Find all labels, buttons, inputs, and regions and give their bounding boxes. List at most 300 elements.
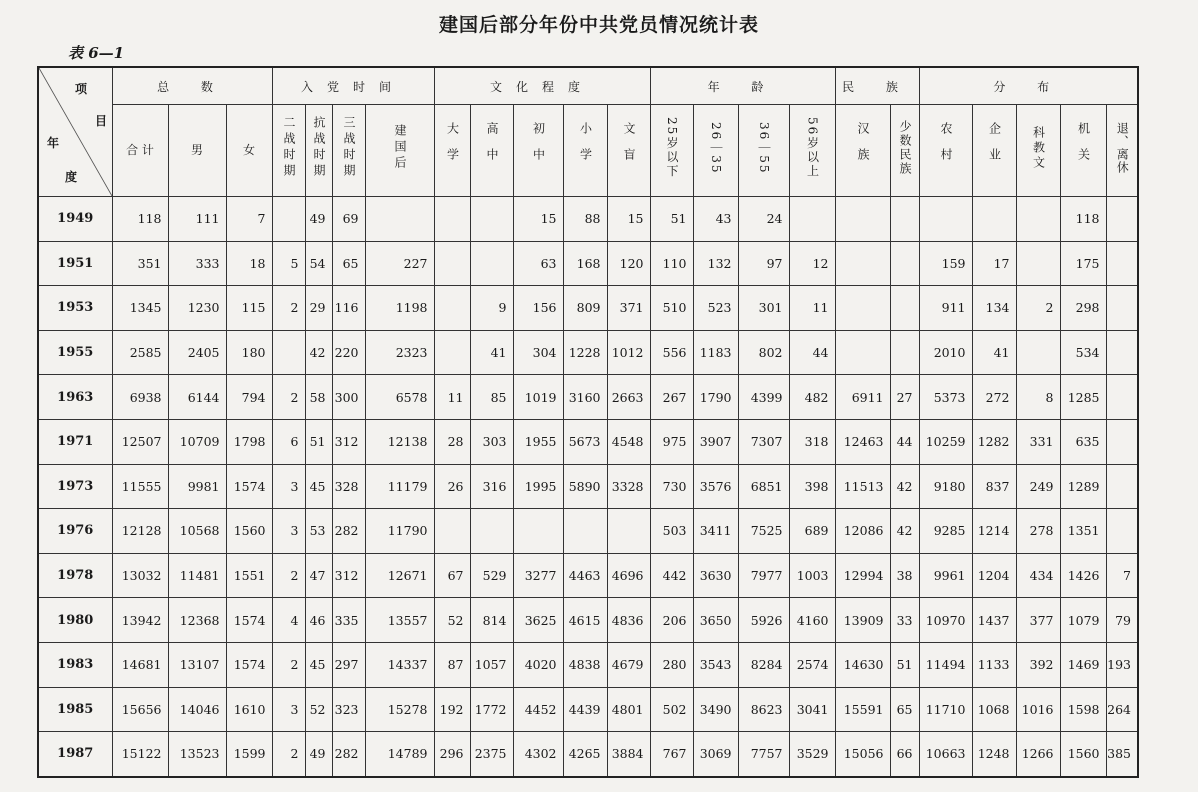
table-cell xyxy=(1106,330,1138,375)
table-cell xyxy=(835,286,890,331)
table-cell: 1574 xyxy=(226,598,272,643)
table-cell: 689 xyxy=(789,509,835,554)
table-cell: 3277 xyxy=(513,553,563,598)
table-cell: 837 xyxy=(972,464,1016,509)
table-cell: 1204 xyxy=(972,553,1016,598)
subheader: 汉族 xyxy=(835,105,890,197)
table-cell: 97 xyxy=(738,241,789,286)
group-education: 文化程度 xyxy=(434,67,650,105)
table-cell: 10259 xyxy=(919,419,972,464)
table-cell: 1068 xyxy=(972,687,1016,732)
table-cell: 635 xyxy=(1060,419,1106,464)
table-cell: 11481 xyxy=(168,553,226,598)
table-cell: 206 xyxy=(650,598,693,643)
table-cell xyxy=(513,509,563,554)
table-cell: 1228 xyxy=(563,330,607,375)
table-cell: 1230 xyxy=(168,286,226,331)
table-row xyxy=(38,241,1138,286)
table-cell: 442 xyxy=(650,553,693,598)
table-cell: 2 xyxy=(272,375,305,420)
table-row xyxy=(38,642,1138,687)
table-cell: 1772 xyxy=(470,687,513,732)
table-cell: 316 xyxy=(470,464,513,509)
table-cell: 12138 xyxy=(365,419,434,464)
table-cell: 115 xyxy=(226,286,272,331)
table-cell: 15056 xyxy=(835,732,890,777)
table-cell: 523 xyxy=(693,286,738,331)
subheader: 建国后 xyxy=(365,105,434,197)
table-cell xyxy=(1106,419,1138,464)
table-cell xyxy=(470,241,513,286)
table-cell: 1955 xyxy=(513,419,563,464)
table-cell: 6 xyxy=(272,419,305,464)
table-cell: 4801 xyxy=(607,687,650,732)
table-cell: 175 xyxy=(1060,241,1106,286)
table-cell: 911 xyxy=(919,286,972,331)
table-cell: 3069 xyxy=(693,732,738,777)
table-row xyxy=(38,330,1138,375)
table-cell: 1345 xyxy=(112,286,168,331)
table-cell: 41 xyxy=(470,330,513,375)
table-cell: 2 xyxy=(1016,286,1060,331)
subheader: 男 xyxy=(168,105,226,197)
table-cell: 45 xyxy=(305,464,332,509)
table-cell xyxy=(890,197,919,242)
table-cell: 49 xyxy=(305,197,332,242)
table-cell: 1469 xyxy=(1060,642,1106,687)
table-cell: 3 xyxy=(272,687,305,732)
table-cell: 12463 xyxy=(835,419,890,464)
table-cell: 69 xyxy=(332,197,365,242)
row-year: 1980 xyxy=(38,598,112,643)
table-cell: 730 xyxy=(650,464,693,509)
subheader: 三战时期 xyxy=(332,105,365,197)
table-cell: 2663 xyxy=(607,375,650,420)
table-row xyxy=(38,286,1138,331)
table-cell: 331 xyxy=(1016,419,1060,464)
row-year: 1978 xyxy=(38,553,112,598)
table-cell xyxy=(919,197,972,242)
table-cell xyxy=(470,509,513,554)
row-year: 1971 xyxy=(38,419,112,464)
table-cell: 282 xyxy=(332,509,365,554)
table-cell: 192 xyxy=(434,687,470,732)
table-cell: 809 xyxy=(563,286,607,331)
statistics-table xyxy=(37,66,1139,778)
table-cell xyxy=(272,197,305,242)
table-cell: 333 xyxy=(168,241,226,286)
table-cell: 4836 xyxy=(607,598,650,643)
table-cell: 1079 xyxy=(1060,598,1106,643)
subheader: 抗战时期 xyxy=(305,105,332,197)
table-cell: 282 xyxy=(332,732,365,777)
table-cell: 1560 xyxy=(226,509,272,554)
table-cell: 3041 xyxy=(789,687,835,732)
table-cell: 5373 xyxy=(919,375,972,420)
table-cell: 1012 xyxy=(607,330,650,375)
table-cell: 2 xyxy=(272,286,305,331)
table-cell: 13032 xyxy=(112,553,168,598)
table-cell: 44 xyxy=(890,419,919,464)
table-cell: 11555 xyxy=(112,464,168,509)
table-cell: 4399 xyxy=(738,375,789,420)
table-cell: 1798 xyxy=(226,419,272,464)
table-cell: 1995 xyxy=(513,464,563,509)
table-cell: 1289 xyxy=(1060,464,1106,509)
subheader: 退、离休 xyxy=(1106,105,1138,197)
table-cell: 24 xyxy=(738,197,789,242)
table-cell: 1133 xyxy=(972,642,1016,687)
table-cell: 134 xyxy=(972,286,1016,331)
table-cell: 43 xyxy=(693,197,738,242)
table-cell: 6938 xyxy=(112,375,168,420)
table-cell: 118 xyxy=(112,197,168,242)
table-cell: 2574 xyxy=(789,642,835,687)
table-cell: 3411 xyxy=(693,509,738,554)
table-cell: 11179 xyxy=(365,464,434,509)
table-cell: 53 xyxy=(305,509,332,554)
table-cell: 13523 xyxy=(168,732,226,777)
table-cell: 301 xyxy=(738,286,789,331)
table-cell: 47 xyxy=(305,553,332,598)
subheader: 科教文 xyxy=(1016,105,1060,197)
table-cell: 12368 xyxy=(168,598,226,643)
table-cell: 10568 xyxy=(168,509,226,554)
table-cell: 3907 xyxy=(693,419,738,464)
row-year: 1976 xyxy=(38,509,112,554)
table-cell: 4160 xyxy=(789,598,835,643)
table-cell: 12994 xyxy=(835,553,890,598)
table-cell: 12128 xyxy=(112,509,168,554)
row-year: 1955 xyxy=(38,330,112,375)
table-cell: 335 xyxy=(332,598,365,643)
group-header-row xyxy=(38,67,1138,105)
table-cell: 63 xyxy=(513,241,563,286)
table-cell: 159 xyxy=(919,241,972,286)
table-cell: 13107 xyxy=(168,642,226,687)
table-cell xyxy=(1016,241,1060,286)
table-cell: 318 xyxy=(789,419,835,464)
table-cell xyxy=(607,509,650,554)
table-cell: 1551 xyxy=(226,553,272,598)
table-cell: 15278 xyxy=(365,687,434,732)
table-cell: 12086 xyxy=(835,509,890,554)
table-cell: 88 xyxy=(563,197,607,242)
row-year: 1951 xyxy=(38,241,112,286)
table-cell: 10663 xyxy=(919,732,972,777)
group-distribution: 分 布 xyxy=(919,67,1138,105)
table-cell: 3 xyxy=(272,509,305,554)
table-cell: 10709 xyxy=(168,419,226,464)
table-cell: 4302 xyxy=(513,732,563,777)
table-cell xyxy=(1106,509,1138,554)
table-cell xyxy=(789,197,835,242)
table-cell: 51 xyxy=(890,642,919,687)
table-cell: 503 xyxy=(650,509,693,554)
table-cell: 7307 xyxy=(738,419,789,464)
table-cell: 7 xyxy=(226,197,272,242)
table-cell: 1266 xyxy=(1016,732,1060,777)
table-cell: 27 xyxy=(890,375,919,420)
table-cell: 12671 xyxy=(365,553,434,598)
table-cell: 42 xyxy=(305,330,332,375)
table-cell: 9180 xyxy=(919,464,972,509)
table-cell: 1351 xyxy=(1060,509,1106,554)
table-row xyxy=(38,375,1138,420)
table-cell: 7525 xyxy=(738,509,789,554)
table-cell: 1610 xyxy=(226,687,272,732)
table-cell: 29 xyxy=(305,286,332,331)
table-cell: 298 xyxy=(1060,286,1106,331)
table-cell: 54 xyxy=(305,241,332,286)
table-cell: 300 xyxy=(332,375,365,420)
table-cell: 9285 xyxy=(919,509,972,554)
table-cell: 1214 xyxy=(972,509,1016,554)
table-cell xyxy=(1016,197,1060,242)
row-year: 1949 xyxy=(38,197,112,242)
table-cell: 4439 xyxy=(563,687,607,732)
subheader: 文盲 xyxy=(607,105,650,197)
table-cell xyxy=(365,197,434,242)
table-cell: 1574 xyxy=(226,464,272,509)
table-cell: 220 xyxy=(332,330,365,375)
table-cell: 328 xyxy=(332,464,365,509)
group-ethnicity: 民 族 xyxy=(835,67,919,105)
table-cell: 3543 xyxy=(693,642,738,687)
table-cell xyxy=(434,509,470,554)
corner-year: 年 xyxy=(47,136,74,150)
table-cell: 26 xyxy=(434,464,470,509)
subheader: 初中 xyxy=(513,105,563,197)
table-cell xyxy=(890,241,919,286)
table-cell: 3160 xyxy=(563,375,607,420)
table-cell: 556 xyxy=(650,330,693,375)
table-cell: 14046 xyxy=(168,687,226,732)
subheader: 企业 xyxy=(972,105,1016,197)
table-row xyxy=(38,553,1138,598)
table-cell: 534 xyxy=(1060,330,1106,375)
table-cell: 4452 xyxy=(513,687,563,732)
table-cell: 4548 xyxy=(607,419,650,464)
table-cell: 156 xyxy=(513,286,563,331)
row-year: 1953 xyxy=(38,286,112,331)
table-cell: 3576 xyxy=(693,464,738,509)
table-cell: 58 xyxy=(305,375,332,420)
table-cell: 11790 xyxy=(365,509,434,554)
table-cell: 6578 xyxy=(365,375,434,420)
table-cell: 12 xyxy=(789,241,835,286)
table-cell: 4615 xyxy=(563,598,607,643)
table-cell: 1282 xyxy=(972,419,1016,464)
table-cell: 3650 xyxy=(693,598,738,643)
table-cell: 111 xyxy=(168,197,226,242)
subheader: 合 计 xyxy=(112,105,168,197)
table-cell: 482 xyxy=(789,375,835,420)
table-cell: 278 xyxy=(1016,509,1060,554)
group-total: 总 数 xyxy=(112,67,272,105)
table-cell: 371 xyxy=(607,286,650,331)
table-cell: 975 xyxy=(650,419,693,464)
table-cell: 1598 xyxy=(1060,687,1106,732)
table-cell: 7757 xyxy=(738,732,789,777)
table-cell: 1003 xyxy=(789,553,835,598)
table-cell: 3 xyxy=(272,464,305,509)
table-cell: 120 xyxy=(607,241,650,286)
table-cell: 297 xyxy=(332,642,365,687)
table-cell xyxy=(1106,197,1138,242)
table-cell: 15 xyxy=(607,197,650,242)
subheader: 二战时期 xyxy=(272,105,305,197)
table-cell: 1198 xyxy=(365,286,434,331)
table-cell: 11710 xyxy=(919,687,972,732)
table-cell: 7 xyxy=(1106,553,1138,598)
table-cell xyxy=(1106,241,1138,286)
table-cell: 41 xyxy=(972,330,1016,375)
table-cell: 1437 xyxy=(972,598,1016,643)
table-cell: 5890 xyxy=(563,464,607,509)
table-cell: 67 xyxy=(434,553,470,598)
table-row xyxy=(38,687,1138,732)
table-cell: 42 xyxy=(890,509,919,554)
table-cell xyxy=(1106,464,1138,509)
table-cell: 2585 xyxy=(112,330,168,375)
table-cell: 65 xyxy=(890,687,919,732)
table-cell: 529 xyxy=(470,553,513,598)
table-cell: 5673 xyxy=(563,419,607,464)
table-cell: 45 xyxy=(305,642,332,687)
table-cell: 767 xyxy=(650,732,693,777)
table-cell: 312 xyxy=(332,419,365,464)
subheader: 小学 xyxy=(563,105,607,197)
table-cell: 33 xyxy=(890,598,919,643)
table-row xyxy=(38,509,1138,554)
subheader: 机关 xyxy=(1060,105,1106,197)
table-cell xyxy=(1106,286,1138,331)
table-cell: 85 xyxy=(470,375,513,420)
table-cell: 52 xyxy=(305,687,332,732)
table-cell: 3884 xyxy=(607,732,650,777)
corner-header xyxy=(38,67,122,197)
table-cell: 180 xyxy=(226,330,272,375)
table-cell: 814 xyxy=(470,598,513,643)
subheader: 高中 xyxy=(470,105,513,197)
subheader: 56岁以上 xyxy=(789,105,835,197)
table-cell: 1057 xyxy=(470,642,513,687)
table-cell: 14337 xyxy=(365,642,434,687)
table-cell: 312 xyxy=(332,553,365,598)
table-cell: 13942 xyxy=(112,598,168,643)
table-cell: 28 xyxy=(434,419,470,464)
table-row xyxy=(38,598,1138,643)
table-cell: 1790 xyxy=(693,375,738,420)
page-title: 建国后部分年份中共党员情况统计表 xyxy=(438,14,759,36)
table-cell xyxy=(972,197,1016,242)
table-cell: 12507 xyxy=(112,419,168,464)
row-year: 1973 xyxy=(38,464,112,509)
table-cell: 13557 xyxy=(365,598,434,643)
table-cell: 1599 xyxy=(226,732,272,777)
table-cell: 377 xyxy=(1016,598,1060,643)
table-cell: 10970 xyxy=(919,598,972,643)
table-cell: 11513 xyxy=(835,464,890,509)
table-cell xyxy=(434,330,470,375)
table-cell: 5926 xyxy=(738,598,789,643)
table-cell: 4696 xyxy=(607,553,650,598)
table-cell xyxy=(890,286,919,331)
table-cell: 15656 xyxy=(112,687,168,732)
table-row xyxy=(38,197,1138,242)
table-cell: 1248 xyxy=(972,732,1016,777)
table-cell: 15 xyxy=(513,197,563,242)
table-cell: 4838 xyxy=(563,642,607,687)
table-cell: 2 xyxy=(272,553,305,598)
corner-mu: 目 xyxy=(95,114,122,128)
subheader: 女 xyxy=(226,105,272,197)
table-row xyxy=(38,732,1138,777)
table-cell: 4 xyxy=(272,598,305,643)
row-year: 1963 xyxy=(38,375,112,420)
subheader: 大学 xyxy=(434,105,470,197)
table-cell: 2 xyxy=(272,642,305,687)
table-cell xyxy=(434,286,470,331)
table-cell: 802 xyxy=(738,330,789,375)
table-cell: 267 xyxy=(650,375,693,420)
table-cell: 303 xyxy=(470,419,513,464)
table-cell: 6144 xyxy=(168,375,226,420)
table-cell: 51 xyxy=(650,197,693,242)
table-cell: 1183 xyxy=(693,330,738,375)
table-cell: 5 xyxy=(272,241,305,286)
table-cell: 168 xyxy=(563,241,607,286)
table-cell: 65 xyxy=(332,241,365,286)
table-cell: 3625 xyxy=(513,598,563,643)
table-cell: 4020 xyxy=(513,642,563,687)
table-cell: 4265 xyxy=(563,732,607,777)
table-cell: 264 xyxy=(1106,687,1138,732)
table-cell: 1016 xyxy=(1016,687,1060,732)
table-cell: 51 xyxy=(305,419,332,464)
table-cell: 14681 xyxy=(112,642,168,687)
table-cell: 351 xyxy=(112,241,168,286)
table-cell: 272 xyxy=(972,375,1016,420)
table-cell: 87 xyxy=(434,642,470,687)
table-cell: 3630 xyxy=(693,553,738,598)
table-cell: 1560 xyxy=(1060,732,1106,777)
table-cell: 79 xyxy=(1106,598,1138,643)
corner-du: 度 xyxy=(65,170,92,184)
table-cell xyxy=(835,241,890,286)
table-cell: 11494 xyxy=(919,642,972,687)
subheader: 农村 xyxy=(919,105,972,197)
table-cell: 510 xyxy=(650,286,693,331)
subheader-row xyxy=(38,105,1138,197)
table-cell: 110 xyxy=(650,241,693,286)
table-cell: 1019 xyxy=(513,375,563,420)
row-year: 1987 xyxy=(38,732,112,777)
table-cell: 2323 xyxy=(365,330,434,375)
table-cell: 2 xyxy=(272,732,305,777)
table-cell: 4463 xyxy=(563,553,607,598)
subheader: 36｜55 xyxy=(738,105,789,197)
table-cell: 3490 xyxy=(693,687,738,732)
table-cell: 502 xyxy=(650,687,693,732)
table-cell: 1285 xyxy=(1060,375,1106,420)
table-cell: 8 xyxy=(1016,375,1060,420)
table-cell xyxy=(890,330,919,375)
table-cell: 392 xyxy=(1016,642,1060,687)
row-year: 1985 xyxy=(38,687,112,732)
table-cell xyxy=(272,330,305,375)
